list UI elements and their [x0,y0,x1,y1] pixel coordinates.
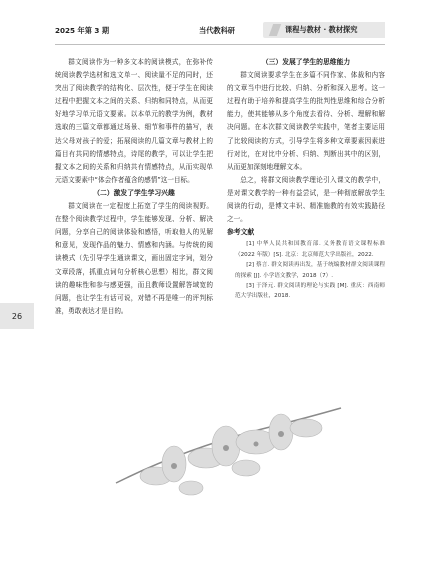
references-title: 参考文献 [227,228,255,237]
orchid-illustration [96,388,356,508]
column-tag [263,22,385,38]
section-heading: （三）发展了学生的思维能力 [261,58,351,66]
reference-item: [2] 蔡言. 群文阅读再出发，基于统编教材群文阅读课程的探索 [J]. 小学语文教学，2018（7）. [235,262,385,279]
tag-decoration-icon [269,24,281,36]
reference-item: [1] 中华人民共和国教育部. 义务教育语文课程标准（2022 年版）[S]. 北京：北京师范大学出版社，2022. [235,241,385,258]
reference-item: [3] 于泽元. 群文阅读的理论与实践 [M]. 重庆：西南师范大学出版社，2018. [235,282,385,300]
page-number: 26 [11,311,23,321]
column-tag-label: 课程与教材 · 教材探究 [285,25,358,34]
paragraph: 群文阅读在一定程度上拓宽了学生的阅读视野。在整个阅读教学过程中，学生能够发现、分析、解决问题，分享自己的阅读体验和感悟，听取他人的见解和意见，发现作品的魅力、情感和内涵。与传统的阅读模式（先引导学生通读课文，画出固定字词，划分文章段落，抓重点词句分析核心思想）相比，群文阅读的趣味性和参与感更强，而且教师设置解答域宽的问题，也让学生有话可说，对错不再是唯一的评判标准，勇敢表达才是目的。 [55,202,213,315]
paragraph: 群文阅读作为一种多文本的阅读模式，在弥补传统阅读教学选材和选文单一、阅读量不足的同时，还突出了阅读教学的结构化、层次性，便于学生在阅读过程中把握文本之间的关系、归纳和同特点，从而更好地学习单元语文要素。以本单元的教学为例，教材选取的三篇文章都通过场景、细节和事件的描写，表达父母对孩子的爱；拓展阅读的几篇文章与教材上的篇目有共同的情感特点，诗尾的教学，可以让学生把握文本之间的关系和归纳共有情感特点，从而实现单元语文要素中“体会作者蕴含的感情”这一目标。 [55,58,213,184]
page-header [55,22,385,40]
section-heading: （二）激发了学生学习兴趣 [93,188,175,197]
paragraph: 总之，将群文阅读教学理论引入课文的教学中，是对课文教学的一种有益尝试，是一种彻底解放学生阅读的行动，是博文丰识、精准施教的有效实践路径之一。 [227,175,385,224]
issue-label: 2025 年第 3 期 [55,26,110,35]
paragraph: 群文阅读要求学生在多篇不同作家、体裁和内容的文章当中进行比较、归纳、分析和深入思考。这一过程有助于培养和提高学生的批判性思维和综合分析能力，使其能够从多个角度去看待、分析、理解和解决问题。在本次群文阅读教学实践中，笔者主要运用了比较阅读的方式，引导学生将多种文章要素因素进行对比，在对比中分析、归纳、判断出其中的区别，从而更加深刻地理解文本。 [227,71,385,171]
right-column [227,56,385,302]
journal-title: 当代教科研 [199,26,235,35]
left-column [55,56,213,318]
page-number-tab [0,303,34,329]
header-rule [55,44,385,45]
